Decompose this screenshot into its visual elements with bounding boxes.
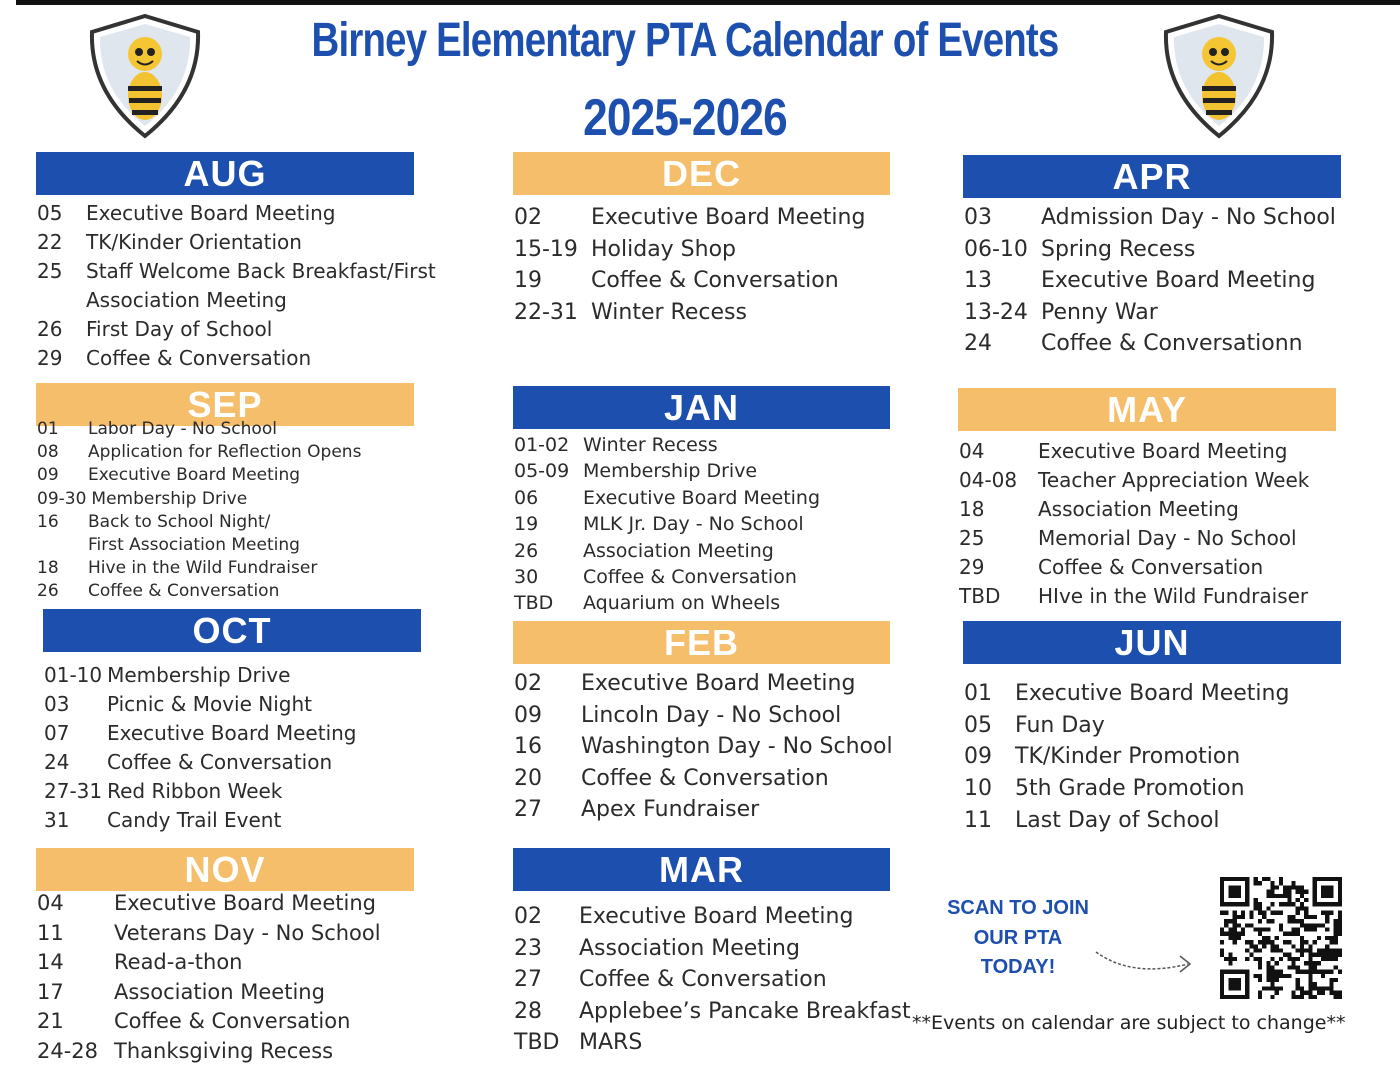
event-date: 01-10 <box>44 663 103 687</box>
event-row <box>959 437 1309 466</box>
event-row <box>959 466 1309 495</box>
event-title: Candy Trail Event <box>107 808 282 832</box>
event-date: 13 <box>964 268 992 293</box>
event-title: Coffee & Conversation <box>1038 555 1264 579</box>
event-title: Aquarium on Wheels <box>583 592 781 615</box>
event-list <box>514 668 893 826</box>
event-title: Executive Board Meeting <box>86 201 336 225</box>
event-row <box>514 964 911 996</box>
event-row <box>37 286 436 315</box>
disclaimer-note: **Events on calendar are subject to change** <box>912 1012 1346 1034</box>
event-row <box>514 432 820 458</box>
event-title: Executive Board Meeting <box>88 465 301 486</box>
event-title: 5th Grade Promotion <box>1015 776 1245 802</box>
scan-to-join-callout <box>930 894 1106 983</box>
event-title: Read-a-thon <box>114 950 243 974</box>
event-title: Labor Day - No School <box>88 419 277 439</box>
event-row <box>514 458 820 484</box>
event-row <box>37 228 436 257</box>
event-title: Executive Board Meeting <box>1038 439 1288 463</box>
event-title: First Association Meeting <box>88 535 300 556</box>
event-title: Red Ribbon Week <box>107 779 283 803</box>
month-section-may <box>958 388 1336 608</box>
event-date: TBD <box>514 592 554 615</box>
month-section-jun <box>963 621 1341 833</box>
event-date: 09 <box>37 465 59 486</box>
event-title: MARS <box>579 1030 643 1056</box>
event-title: Coffee & Conversation <box>86 346 312 370</box>
event-title: Staff Welcome Back Breakfast/First <box>86 259 436 283</box>
event-title: Veterans Day - No School <box>114 920 381 945</box>
page-title: Birney Elementary PTA Calendar of Events <box>311 14 1059 67</box>
event-title: Association Meeting <box>579 935 800 961</box>
school-year: 2025-2026 <box>583 89 787 147</box>
event-row <box>959 524 1309 553</box>
event-date: 01-02 <box>514 434 570 456</box>
month-header: MAR <box>513 848 890 891</box>
event-date: 07 <box>44 721 70 745</box>
event-date: 02 <box>514 205 542 230</box>
event-date: 29 <box>959 555 985 579</box>
event-title: MLK Jr. Day - No School <box>583 513 804 536</box>
event-date: 11 <box>964 807 992 833</box>
event-title: Applebee’s Pancake Breakfast <box>579 998 911 1024</box>
month-section-mar <box>513 848 911 1056</box>
event-date: 02 <box>514 904 542 929</box>
month-header: DEC <box>513 152 890 195</box>
event-title: Executive Board Meeting <box>583 486 821 509</box>
event-date: 24-28 <box>37 1038 99 1063</box>
qr-code[interactable] <box>1220 877 1342 999</box>
event-date: 01 <box>964 681 992 706</box>
event-row <box>37 441 361 464</box>
event-row <box>964 710 1289 742</box>
month-header: APR <box>963 155 1341 198</box>
event-title: Hive in the Wild Fundraiser <box>88 558 318 579</box>
event-title: Membership Drive <box>583 460 758 483</box>
event-row <box>37 948 381 978</box>
event-date: 24 <box>44 750 70 774</box>
event-title: Coffee & Conversationn <box>1041 331 1303 356</box>
month-header: AUG <box>36 152 414 195</box>
month-section-dec <box>513 152 890 325</box>
event-date: 06-10 <box>964 236 1028 262</box>
event-date: 27 <box>514 797 542 823</box>
event-date: 21 <box>37 1009 64 1033</box>
event-row <box>964 328 1336 360</box>
event-date: 26 <box>514 539 539 562</box>
event-row <box>44 777 357 806</box>
event-row <box>514 265 865 297</box>
event-row <box>514 731 893 763</box>
event-date: 31 <box>44 808 70 832</box>
event-title: Thanksgiving Recess <box>114 1038 334 1063</box>
event-title: Lincoln Day - No School <box>581 702 842 728</box>
event-list <box>959 437 1309 611</box>
event-date: 26 <box>37 581 59 602</box>
event-title: TK/Kinder Orientation <box>86 230 302 254</box>
event-date: 09 <box>964 744 992 770</box>
event-row <box>514 668 893 700</box>
event-date <box>37 286 86 315</box>
event-date: 13-24 <box>964 299 1028 325</box>
event-date: 30 <box>514 566 539 589</box>
event-title: Spring Recess <box>1041 236 1196 262</box>
event-row <box>959 495 1309 524</box>
event-title: Association Meeting <box>86 288 287 312</box>
event-date: 15-19 <box>514 236 578 262</box>
month-header: MAY <box>958 388 1336 431</box>
event-row <box>514 485 820 511</box>
event-row <box>37 534 361 557</box>
event-title: Executive Board Meeting <box>579 904 854 929</box>
event-list <box>514 432 820 617</box>
event-title: Winter Recess <box>591 299 747 325</box>
event-title: Last Day of School <box>1015 807 1220 833</box>
event-title: Winter Recess <box>583 434 718 456</box>
event-title: Association Meeting <box>583 539 774 562</box>
event-date: 22-31 <box>514 299 578 325</box>
event-title: Executive Board Meeting <box>581 671 856 696</box>
event-list <box>37 199 436 373</box>
event-row <box>964 773 1289 805</box>
event-row <box>514 297 865 329</box>
event-date: 25 <box>37 259 63 283</box>
event-title: Membership Drive <box>107 663 291 687</box>
scan-line-1: SCAN TO JOIN <box>947 897 1089 919</box>
event-row <box>964 297 1336 329</box>
event-title: Penny War <box>1041 299 1158 325</box>
event-row <box>514 590 820 616</box>
event-title: Admission Day - No School <box>1041 205 1336 230</box>
event-row <box>514 1027 911 1059</box>
event-title: Application for Reflection Opens <box>88 442 362 463</box>
event-title: Coffee & Conversation <box>583 566 797 589</box>
event-row <box>37 315 436 344</box>
event-date: 05 <box>37 201 63 225</box>
bee-mascot-logo-left <box>86 12 204 140</box>
event-row <box>514 700 893 732</box>
month-header: NOV <box>36 848 414 891</box>
event-title: Membership Drive <box>91 488 248 509</box>
event-row <box>964 678 1289 710</box>
event-date: 19 <box>514 268 542 293</box>
event-date: 03 <box>44 692 70 716</box>
event-row <box>37 978 381 1008</box>
event-date: 01 <box>37 419 59 439</box>
event-row <box>37 919 381 949</box>
event-title: Association Meeting <box>114 979 325 1004</box>
event-row <box>37 464 361 487</box>
event-date: 04 <box>37 891 64 915</box>
event-date: 19 <box>514 513 539 536</box>
event-row <box>44 719 357 748</box>
event-row <box>514 538 820 564</box>
event-date: 10 <box>964 776 992 802</box>
event-row <box>959 553 1309 582</box>
event-list <box>964 202 1336 360</box>
event-row <box>37 1007 381 1037</box>
event-title: Executive Board Meeting <box>1041 268 1316 293</box>
month-section-nov <box>36 848 414 1063</box>
event-title: Executive Board Meeting <box>114 891 376 915</box>
event-title: Coffee & Conversation <box>88 581 280 602</box>
event-list <box>514 901 911 1059</box>
month-header: OCT <box>43 609 421 652</box>
event-row <box>514 564 820 590</box>
event-date: 27-31 <box>44 779 103 803</box>
event-list <box>514 202 865 328</box>
event-date: 14 <box>37 950 64 974</box>
top-rule <box>16 0 1400 5</box>
event-date: 17 <box>37 979 64 1004</box>
event-date: 05 <box>964 712 992 738</box>
event-row <box>44 748 357 777</box>
event-date: TBD <box>959 584 1001 608</box>
event-date: 22 <box>37 230 63 254</box>
event-row <box>964 265 1336 297</box>
event-date: 25 <box>959 526 985 550</box>
event-row <box>37 889 381 919</box>
event-row <box>959 582 1309 611</box>
event-date: 27 <box>514 967 542 993</box>
event-date: 20 <box>514 765 542 791</box>
event-row <box>44 806 357 835</box>
event-row <box>37 257 436 286</box>
month-section-jan <box>513 386 890 615</box>
event-title: Coffee & Conversation <box>579 967 827 993</box>
event-row <box>514 933 911 965</box>
event-title: Fun Day <box>1015 712 1105 738</box>
event-list <box>37 418 361 604</box>
event-title: Memorial Day - No School <box>1038 526 1297 550</box>
event-date: 16 <box>37 511 59 532</box>
event-date: 29 <box>37 346 63 370</box>
bee-mascot-logo-right <box>1160 12 1278 140</box>
event-row <box>37 1037 381 1067</box>
event-title: Holiday Shop <box>591 236 737 262</box>
event-row <box>44 690 357 719</box>
month-section-sep <box>36 383 414 602</box>
month-section-apr <box>963 155 1341 356</box>
event-row <box>514 763 893 795</box>
scan-line-3: TODAY! <box>980 956 1056 978</box>
event-title: First Day of School <box>86 317 273 341</box>
event-date: 02 <box>514 671 542 696</box>
event-title: Executive Board Meeting <box>1015 681 1290 706</box>
event-date: 26 <box>37 317 63 341</box>
month-header: JUN <box>963 621 1341 664</box>
event-row <box>514 794 893 826</box>
event-title: Back to School Night/ <box>88 511 271 532</box>
event-list <box>44 661 357 835</box>
event-list <box>37 889 381 1066</box>
event-date: 04 <box>959 439 985 463</box>
event-date: 03 <box>964 205 992 230</box>
event-row <box>37 344 436 373</box>
event-date: 18 <box>959 497 985 521</box>
event-row <box>964 234 1336 266</box>
event-date: 23 <box>514 935 542 961</box>
event-date: 06 <box>514 486 539 509</box>
month-section-feb <box>513 621 893 823</box>
scan-line-2: OUR PTA <box>973 926 1063 949</box>
event-date: 16 <box>514 734 542 760</box>
event-date: 24 <box>964 331 992 356</box>
event-title: Executive Board Meeting <box>591 205 866 230</box>
event-date: TBD <box>514 1030 560 1056</box>
event-title: Executive Board Meeting <box>107 721 357 745</box>
event-title: HIve in the Wild Fundraiser <box>1038 584 1309 608</box>
event-date: 09 <box>514 702 542 728</box>
event-title: Coffee & Conversation <box>107 750 333 774</box>
event-date: 18 <box>37 558 59 579</box>
event-row <box>514 202 865 234</box>
event-date: 05-09 <box>514 460 570 483</box>
event-title: TK/Kinder Promotion <box>1015 744 1241 770</box>
event-row <box>37 557 361 580</box>
event-list <box>964 678 1289 837</box>
event-date: 08 <box>37 442 59 463</box>
event-row <box>37 511 361 534</box>
event-date: 09-30 <box>37 488 87 509</box>
event-row <box>37 580 361 603</box>
event-row <box>514 996 911 1028</box>
event-row <box>37 418 361 441</box>
event-title: Association Meeting <box>1038 497 1239 521</box>
month-section-oct <box>43 609 421 832</box>
event-row <box>37 199 436 228</box>
event-title: Apex Fundraiser <box>581 797 760 823</box>
event-row <box>514 511 820 537</box>
event-row <box>964 805 1289 837</box>
month-header: JAN <box>513 386 890 429</box>
event-row <box>514 901 911 933</box>
event-title: Picnic & Movie Night <box>107 692 312 716</box>
month-section-aug <box>36 152 436 370</box>
month-header: FEB <box>513 621 890 664</box>
event-title: Teacher Appreciation Week <box>1038 468 1310 492</box>
event-title: Coffee & Conversation <box>591 268 839 293</box>
event-row <box>964 741 1289 773</box>
event-title: Coffee & Conversation <box>581 765 829 791</box>
event-row <box>44 661 357 690</box>
event-row <box>514 234 865 266</box>
event-date <box>37 534 88 557</box>
event-date: 28 <box>514 998 542 1024</box>
event-title: Washington Day - No School <box>581 734 893 760</box>
event-row <box>964 202 1336 234</box>
event-row <box>37 488 361 511</box>
month-header: SEP <box>36 383 414 426</box>
event-date: 11 <box>37 920 64 945</box>
event-title: Coffee & Conversation <box>114 1009 351 1033</box>
event-date: 04-08 <box>959 468 1018 492</box>
arrow-icon <box>1092 944 1196 978</box>
